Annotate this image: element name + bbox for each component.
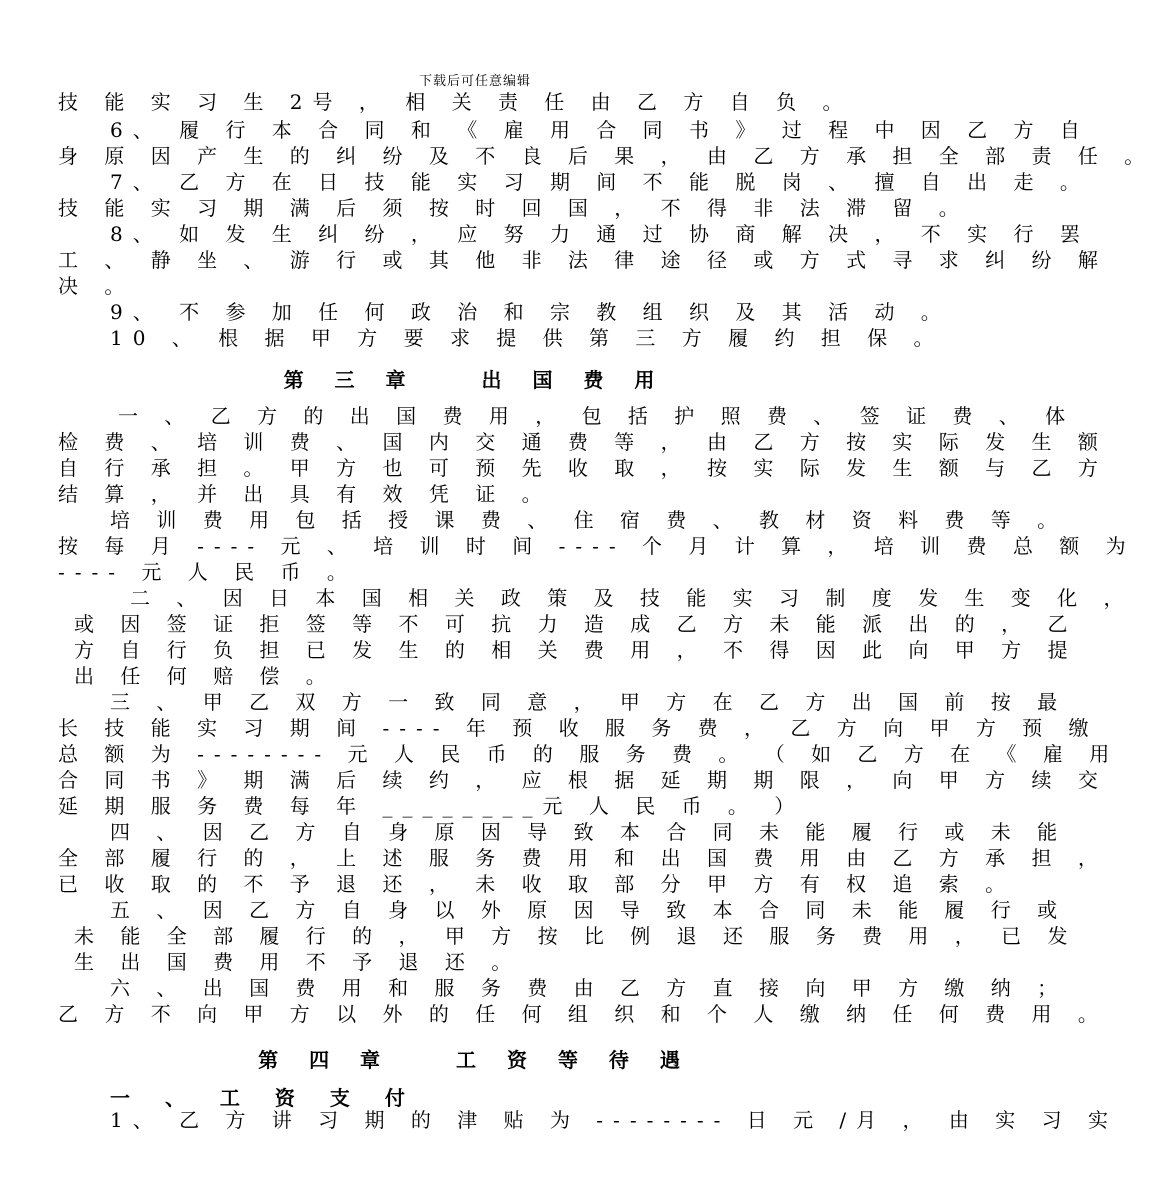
text-line: 技 能 实 习 期 满 后 须 按 时 回 国 ， 不 得 非 法 滞 留 。	[58, 196, 969, 220]
text-line: 一 、 乙 方 的 出 国 费 用 ， 包 括 护 照 费 、 签 证 费 、 体	[118, 404, 1076, 428]
text-line: 方 自 行 负 担 已 发 生 的 相 关 费 用 ， 不 得 因 此 向 甲 方 提	[74, 638, 1078, 662]
text-line: 工 、 静 坐 、 游 行 或 其 他 非 法 律 途 径 或 方 式 寻 求 纠 纷 解	[58, 248, 1108, 272]
text-line: 五 、 因 乙 方 自 身 以 外 原 因 导 致 本 合 同 未 能 履 行 或	[110, 898, 1068, 922]
text-line: 9、 不 参 加 任 何 政 治 和 宗 教 组 织 及 其 活 动 。	[110, 300, 951, 324]
text-line: 延 期 服 务 费 每 年 ________元 人 民 币 。 ）	[58, 794, 805, 818]
text-line: 或 因 签 证 拒 签 等 不 可 抗 力 造 成 乙 方 未 能 派 出 的 ， 乙	[74, 612, 1078, 636]
text-line: 1、 乙 方 讲 习 期 的 津 贴 为 -------- 日 元 /月 ， 由 实 习 实	[110, 1108, 1118, 1132]
chapter-4-title: 第 四 章 工 资 等 待 遇	[258, 1048, 692, 1072]
text-line: 培 训 费 用 包 括 授 课 费 、 住 宿 费 、 教 材 资 料 费 等 。	[110, 508, 1068, 532]
section-1-title: 一 、 工 资 支 付	[110, 1086, 419, 1110]
text-line: 结 算 ， 并 出 具 有 效 凭 证 。	[58, 482, 552, 506]
page-header: 下载后可任意编辑	[418, 74, 531, 89]
text-line: 8、 如 发 生 纠 纷 ， 应 努 力 通 过 协 商 解 决 ， 不 实 行 罢	[110, 222, 1090, 246]
text-line: 二 、 因 日 本 国 相 关 政 策 及 技 能 实 习 制 度 发 生 变 化 ，	[130, 586, 1134, 610]
text-line: 10 、 根 据 甲 方 要 求 提 供 第 三 方 履 约 担 保 。	[110, 326, 944, 350]
text-line: 合 同 书 》 期 满 后 续 约 ， 应 根 据 延 期 期 限 ， 向 甲 方 续 交	[58, 768, 1108, 792]
text-line: 技 能 实 习 生 2号 ， 相 关 责 任 由 乙 方 自 负 。	[58, 90, 853, 114]
text-line: 全 部 履 行 的 ， 上 述 服 务 费 用 和 出 国 费 用 由 乙 方 承 担 ，	[58, 846, 1108, 870]
chapter-3-title: 第 三 章 出 国 费 用	[283, 368, 667, 392]
text-line: 按 每 月 ---- 元 、 培 训 时 间 ---- 个 月 计 算 ， 培 训 费 总 额 为	[58, 534, 1136, 558]
text-line: 自 行 承 担 。 甲 方 也 可 预 先 收 取 ， 按 实 际 发 生 额 与 乙 方	[58, 456, 1108, 480]
text-line: 四 、 因 乙 方 自 身 原 因 导 致 本 合 同 未 能 履 行 或 未 能	[110, 820, 1068, 844]
text-line: 生 出 国 费 用 不 予 退 还 。	[74, 950, 522, 974]
text-line: 身 原 因 产 生 的 纠 纷 及 不 良 后 果 ， 由 乙 方 承 担 全 部 责 任 。	[58, 144, 1154, 168]
text-line: 7、 乙 方 在 日 技 能 实 习 期 间 不 能 脱 岗 、 擅 自 出 走 。	[110, 170, 1090, 194]
text-line: 未 能 全 部 履 行 的 ， 甲 方 按 比 例 退 还 服 务 费 用 ， 已 发	[74, 924, 1078, 948]
text-line: 三 、 甲 乙 双 方 一 致 同 意 ， 甲 方 在 乙 方 出 国 前 按 最	[110, 690, 1068, 714]
text-line: 出 任 何 赔 偿 。	[74, 664, 336, 688]
text-line: 决 。	[58, 274, 135, 298]
text-line: 6、 履 行 本 合 同 和 《 雇 用 合 同 书 》 过 程 中 因 乙 方 自	[110, 118, 1090, 142]
text-line: ---- 元 人 民 币 。	[58, 560, 357, 584]
text-line: 乙 方 不 向 甲 方 以 外 的 任 何 组 织 和 个 人 缴 纳 任 何 费 用 。	[58, 1002, 1108, 1026]
text-line: 检 费 、 培 训 费 、 国 内 交 通 费 等 ， 由 乙 方 按 实 际 发 生 额	[58, 430, 1108, 454]
text-line: 长 技 能 实 习 期 间 ---- 年 预 收 服 务 费 ， 乙 方 向 甲 方 预 缴	[58, 716, 1099, 740]
text-line: 总 额 为 -------- 元 人 民 币 的 服 务 费 。 （ 如 乙 方 在 《 雇 用	[58, 742, 1120, 766]
text-line: 已 收 取 的 不 予 退 还 ， 未 收 取 部 分 甲 方 有 权 追 索 。	[58, 872, 1016, 896]
text-line: 六 、 出 国 费 用 和 服 务 费 由 乙 方 直 接 向 甲 方 缴 纳 ；	[110, 976, 1068, 1000]
